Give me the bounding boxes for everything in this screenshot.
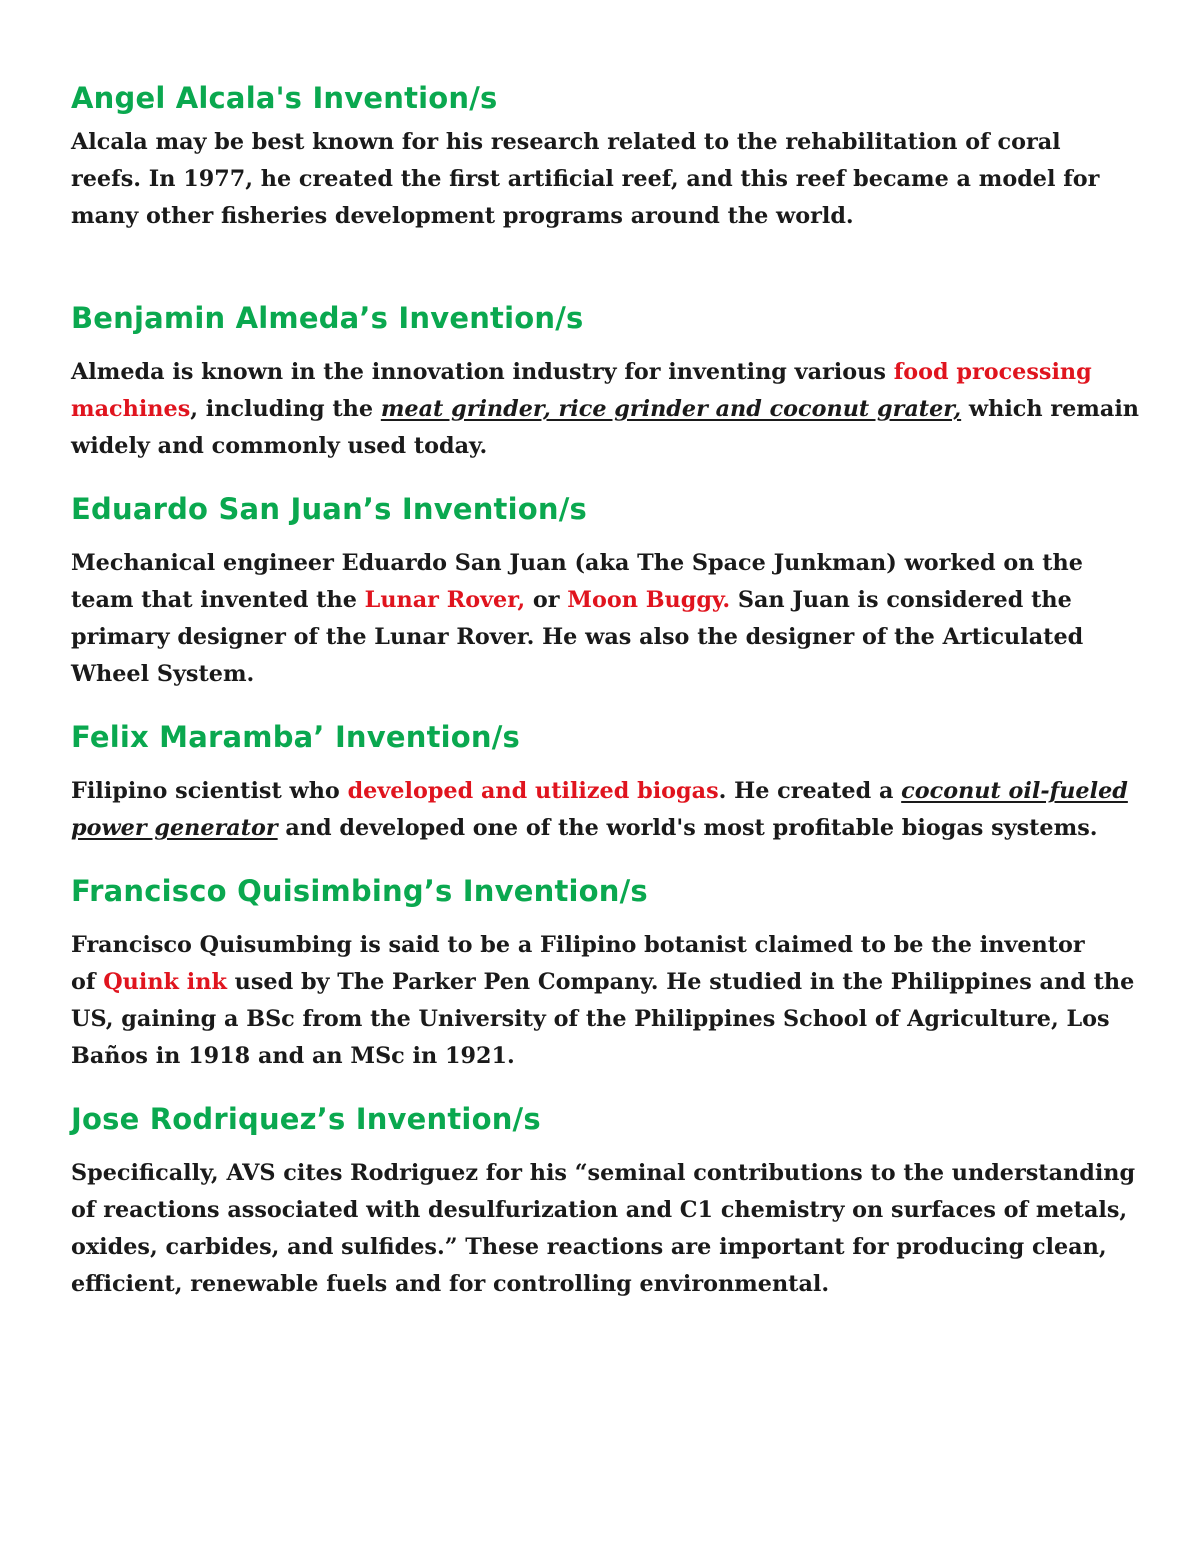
highlight-text: food processing (893, 359, 1092, 385)
underlined-text: meat grinder, rice grinder and coconut grater, (380, 396, 962, 422)
text-span: which remain (961, 396, 1139, 422)
text-span: oxides, carbides, and sulfides.” These reactions are important for producing clean, (71, 1234, 1107, 1260)
section-heading-rodriguez: Jose Rodriquez’s Invention/s (71, 1102, 541, 1136)
text-span: Specifically, AVS cites Rodriguez for his “seminal contributions to the understanding (71, 1160, 1136, 1186)
underlined-text: coconut oil-fueled (901, 778, 1128, 804)
section-heading-alcala: Angel Alcala's Invention/s (71, 81, 498, 115)
text-span: efficient, renewable fuels and for controlling environmental. (71, 1271, 830, 1297)
text-span: San Juan is considered the (730, 587, 1072, 613)
text-line: reefs. In 1977, he created the first artificial reef, and this reef became a model for (71, 166, 1100, 192)
highlight-text: developed and utilized biogas (347, 778, 719, 804)
text-span: Almeda is known in the innovation industry for inventing various (71, 359, 894, 385)
highlight-text: machines (71, 396, 191, 422)
text-span: widely and commonly used today. (71, 433, 488, 459)
text-span: , including the (190, 396, 381, 422)
paragraph-rodriguez (71, 1155, 1141, 1303)
text-span: Mechanical engineer Eduardo San Juan (aka The Space Junkman) worked on the (71, 550, 1083, 576)
paragraph-quisumbing (71, 927, 1141, 1075)
text-span: or (525, 587, 568, 613)
section-heading-san-juan: Eduardo San Juan’s Invention/s (71, 492, 587, 526)
paragraph-almeda (71, 354, 1141, 465)
paragraph-maramba (71, 773, 1141, 847)
section-heading-almeda: Benjamin Almeda’s Invention/s (71, 301, 584, 335)
text-line: many other fisheries development programs around the world. (71, 203, 854, 229)
text-span: Francisco Quisumbing is said to be a Filipino botanist claimed to be the inventor (71, 932, 1085, 958)
text-span: Wheel System. (71, 661, 255, 687)
text-span: US, gaining a BSc from the University of the Philippines School of Agriculture, Los (71, 1006, 1110, 1032)
text-line: Alcala may be best known for his research related to the rehabilitation of coral (71, 129, 1061, 155)
text-span: team that invented the (71, 587, 365, 613)
text-span: Baños in 1918 and an MSc in 1921. (71, 1043, 515, 1069)
highlight-text: Moon Buggy. (567, 587, 731, 613)
text-span: primary designer of the Lunar Rover. He was also the designer of the Articulated (71, 624, 1084, 650)
text-span: . He created a (718, 778, 902, 804)
paragraph-san-juan (71, 545, 1141, 693)
text-span: of reactions associated with desulfurization and C1 chemistry on surfaces of metals, (71, 1197, 1128, 1223)
highlight-text: Lunar Rover, (364, 587, 526, 613)
text-span: Filipino scientist who (71, 778, 348, 804)
section-heading-quisumbing: Francisco Quisimbing’s Invention/s (71, 874, 648, 908)
underlined-text: power generator (71, 815, 278, 841)
section-heading-maramba: Felix Maramba’ Invention/s (71, 720, 521, 754)
paragraph-alcala (71, 124, 1141, 235)
document-page (71, 78, 1141, 1303)
text-span: of (71, 969, 104, 995)
highlight-text: Quink ink (103, 969, 227, 995)
text-span: used by The Parker Pen Company. He studied in the Philippines and the (226, 969, 1135, 995)
text-span: and developed one of the world's most profitable biogas systems. (277, 815, 1098, 841)
